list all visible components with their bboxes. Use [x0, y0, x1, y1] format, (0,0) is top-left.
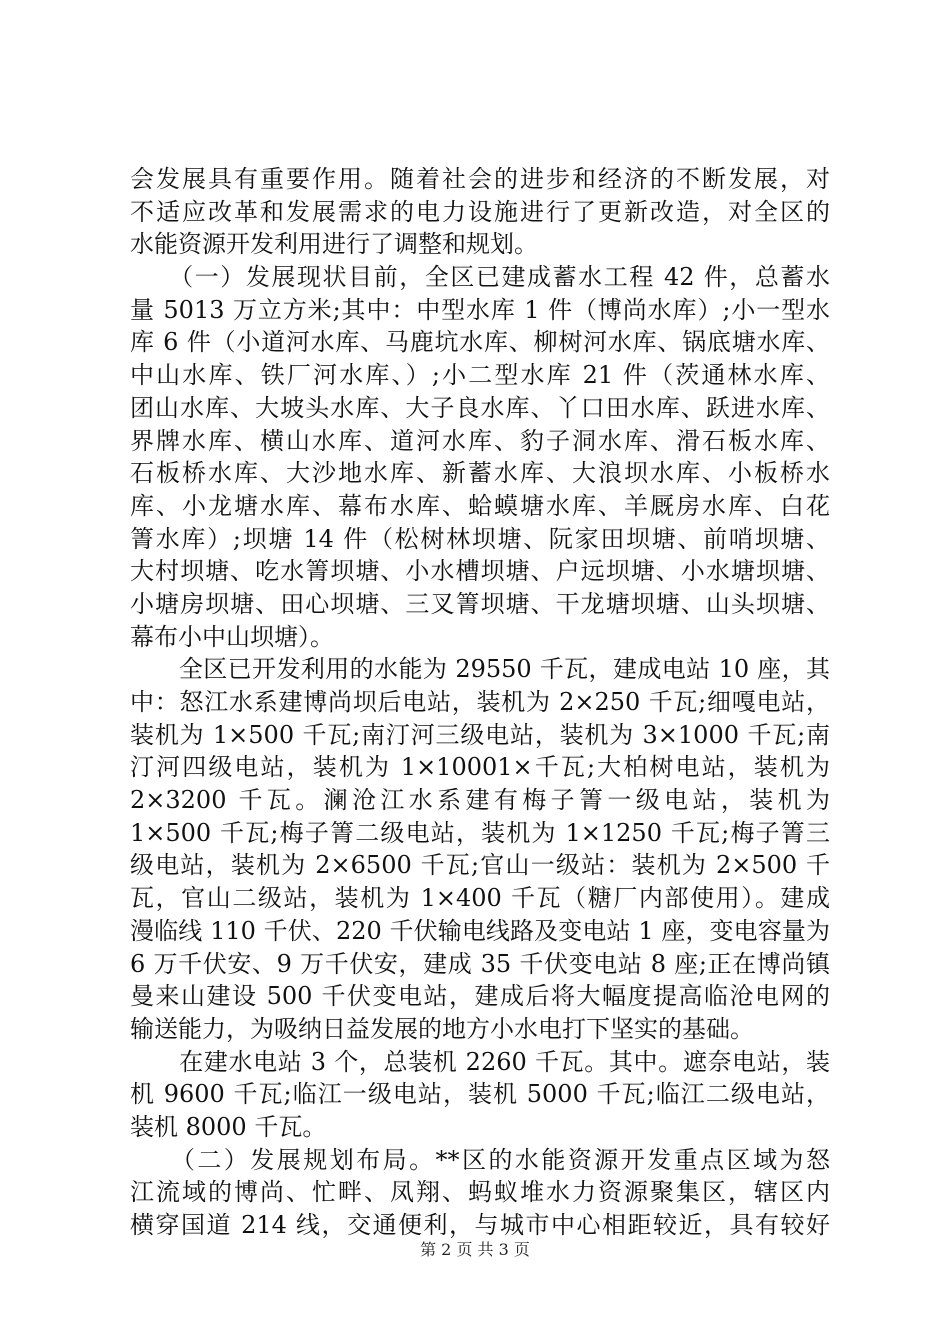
text-line: 装机为 1×500 千瓦;南汀河三级电站，装机为 3×1000 千瓦;南 — [130, 720, 830, 749]
text-line: 6 万千伏安、9 万千伏安，建成 35 千伏变电站 8 座;正在博尚镇 — [130, 949, 830, 978]
text-line: 输送能力，为吸纳日益发展的地方小水电打下坚实的基础。 — [130, 1014, 754, 1043]
text-line: 装机 8000 千瓦。 — [130, 1112, 327, 1141]
text-line: 团山水库、大坡头水库、大子良水库、丫口田水库、跃进水库、 — [130, 393, 830, 422]
text-line: 库 6 件（小道河水库、马鹿坑水库、柳树河水库、锅底塘水库、 — [130, 328, 830, 357]
body-text — [130, 163, 830, 1242]
text-line: 全区已开发利用的水能为 29550 千瓦，建成电站 10 座，其 — [130, 655, 830, 684]
text-line: 漫临线 110 千伏、220 千伏输电线路及变电站 1 座，变电容量为 — [130, 916, 830, 945]
text-line: 库、小龙塘水库、幕布水库、蛤蟆塘水库、羊厩房水库、白花 — [130, 491, 830, 520]
text-line: 瓦，官山二级站，装机为 1×400 千瓦（糖厂内部使用）。建成 — [130, 884, 830, 913]
text-line: （二）发展规划布局。**区的水能资源开发重点区域为怒 — [130, 1145, 830, 1174]
text-line: 2×3200 千瓦。澜沧江水系建有梅子箐一级电站，装机为 — [130, 786, 830, 815]
text-line: 机 9600 千瓦;临江一级电站，装机 5000 千瓦;临江二级电站， — [130, 1080, 830, 1109]
text-line: 横穿国道 214 线，交通便利，与城市中心相距较近，具有较好 — [130, 1211, 830, 1239]
text-line: 水能资源开发利用进行了调整和规划。 — [130, 230, 538, 259]
text-line: 石板桥水库、大沙地水库、新蓄水库、大浪坝水库、小板桥水 — [130, 459, 830, 488]
text-line: 中：怒江水系建博尚坝后电站，装机为 2×250 千瓦;细嘎电站， — [130, 688, 830, 716]
text-line: 量 5013 万立方米;其中：中型水库 1 件（博尚水库）;小一型水 — [130, 295, 830, 324]
text-line: 小塘房坝塘、田心坝塘、三叉箐坝塘、干龙塘坝塘、山头坝塘、 — [130, 589, 830, 618]
text-line: 界牌水库、横山水库、道河水库、豹子洞水库、滑石板水库、 — [130, 426, 830, 455]
text-line: 汀河四级电站，装机为 1×10001×千瓦;大柏树电站，装机为 — [130, 753, 830, 782]
text-line: 1×500 千瓦;梅子箐二级电站，装机为 1×1250 千瓦;梅子箐三 — [130, 818, 830, 847]
text-line: 箐水库）;坝塘 14 件（松树林坝塘、阮家田坝塘、前哨坝塘、 — [130, 524, 830, 553]
text-line: 级电站，装机为 2×6500 千瓦;官山一级站：装机为 2×500 千 — [130, 851, 830, 880]
text-line: 曼来山建设 500 千伏变电站，建成后将大幅度提高临沧电网的 — [130, 982, 830, 1011]
page-footer: 第 2 页 共 3 页 — [420, 1240, 530, 1259]
text-line: 中山水库、铁厂河水库、）;小二型水库 21 件（茨通林水库、 — [130, 361, 830, 390]
text-line: 幕布小中山坝塘）。 — [130, 622, 334, 651]
text-line: 大村坝塘、吃水箐坝塘、小水槽坝塘、户远坝塘、小水塘坝塘、 — [130, 557, 830, 586]
text-line: 江流域的博尚、忙畔、凤翔、蚂蚁堆水力资源聚集区，辖区内 — [130, 1178, 830, 1207]
text-line: 会发展具有重要作用。随着社会的进步和经济的不断发展，对 — [130, 165, 830, 193]
text-line: （一）发展现状目前，全区已建成蓄水工程 42 件，总蓄水 — [130, 263, 830, 292]
text-line: 在建水电站 3 个，总装机 2260 千瓦。其中。遮奈电站，装 — [130, 1047, 830, 1076]
text-line: 不适应改革和发展需求的电力设施进行了更新改造，对全区的 — [130, 197, 830, 226]
